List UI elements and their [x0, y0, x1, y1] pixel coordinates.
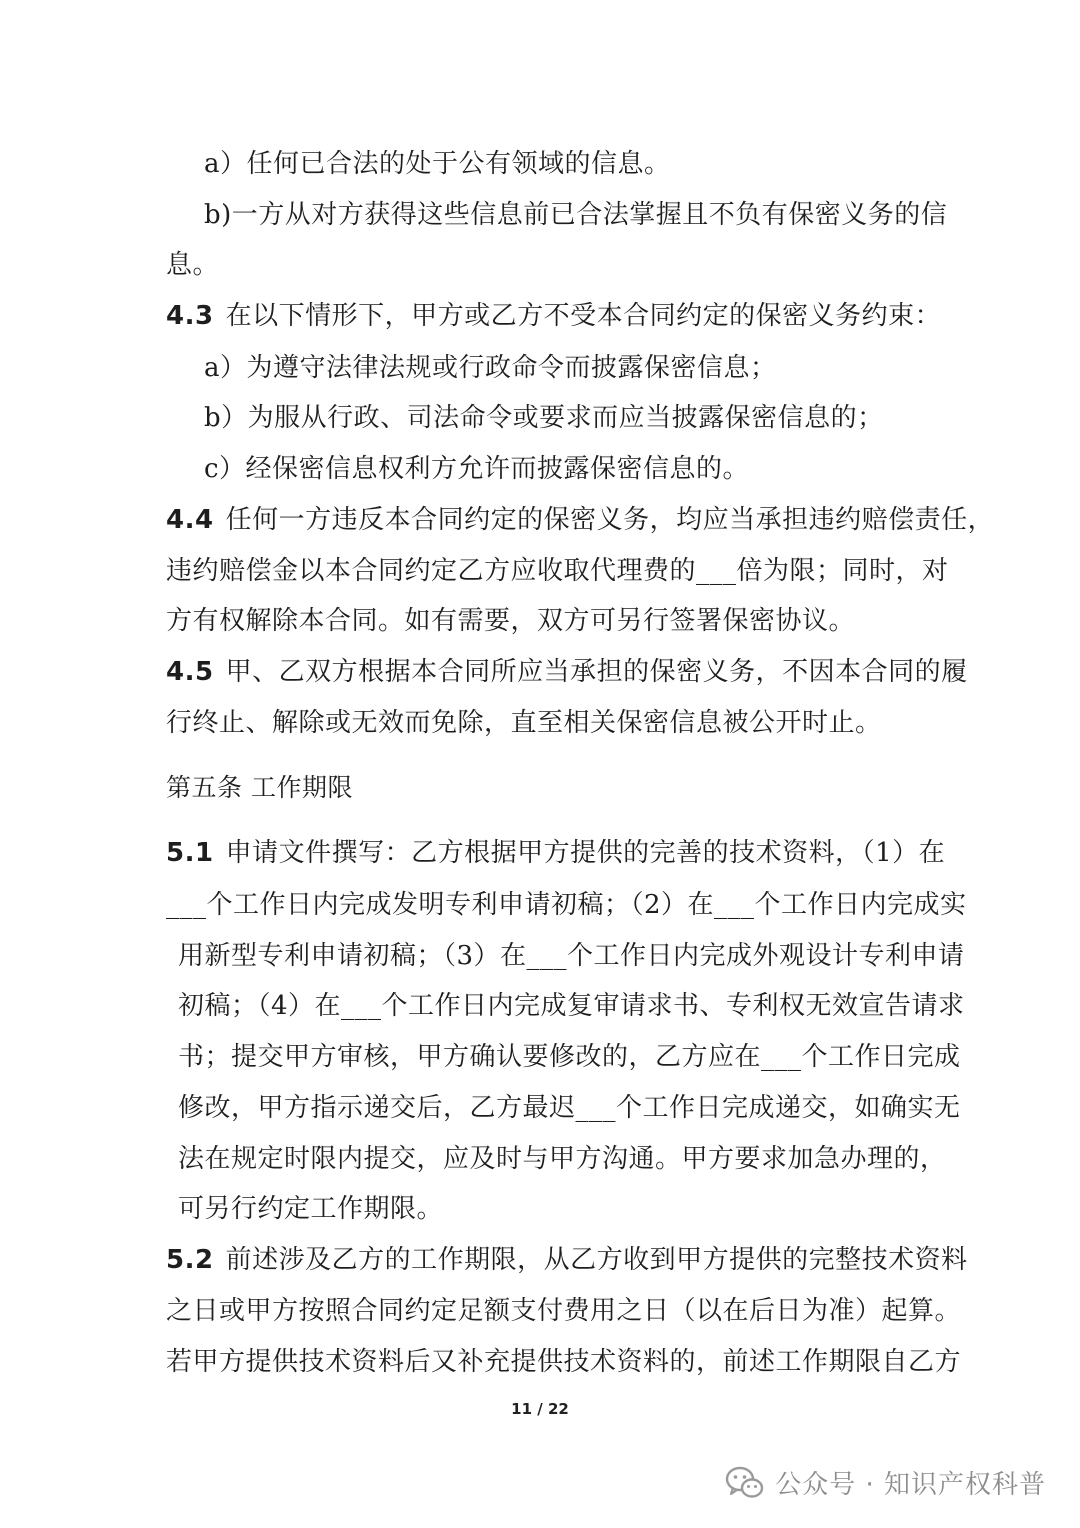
text-line: 违约赔偿金以本合同约定乙方应收取代理费的___倍为限；同时，对	[166, 556, 949, 586]
clause-4-4: 4.4 任何一方违反本合同约定的保密义务，均应当承担违约赔偿责任，	[166, 505, 995, 535]
page-number: 11 / 22	[511, 1400, 569, 1418]
text-line: 息。	[166, 250, 220, 280]
text-line: 之日或甲方按照合同约定足额支付费用之日（以在后日为准）起算。	[166, 1296, 962, 1326]
text-line: 方有权解除本合同。如有需要，双方可另行签署保密协议。	[166, 606, 856, 636]
text-line: 修改，甲方指示递交后，乙方最迟___个工作日完成递交，如确实无	[178, 1093, 961, 1123]
text-line: 行终止、解除或无效而免除，直至相关保密信息被公开时止。	[166, 708, 882, 738]
text-line: b）为服从行政、司法命令或要求而应当披露保密信息的；	[204, 403, 884, 433]
clause-number: 4.4	[166, 505, 214, 535]
watermark-text: 公众号 · 知识产权科普	[775, 1470, 1046, 1500]
clause-number: 5.1	[166, 838, 214, 868]
text-line: 初稿；（4）在___个工作日内完成复审请求书、专利权无效宣告请求	[178, 991, 965, 1021]
text-line: 用新型专利申请初稿；（3）在___个工作日内完成外观设计专利申请	[178, 941, 965, 971]
text-line: c）经保密信息权利方允许而披露保密信息的。	[204, 454, 750, 484]
text-line: b)一方从对方获得这些信息前已合法掌握且不负有保密义务的信	[204, 200, 948, 230]
text-line: 书；提交甲方审核，甲方确认要修改的，乙方应在___个工作日完成	[178, 1042, 961, 1072]
clause-number: 5.2	[166, 1245, 214, 1275]
text-line: 法在规定时限内提交，应及时与甲方沟通。甲方要求加急办理的，	[178, 1144, 947, 1174]
text-line: ___个工作日内完成发明专利申请初稿；（2）在___个工作日内完成实	[166, 890, 967, 920]
text-line: 若甲方提供技术资料后又补充提供技术资料的，前述工作期限自乙方	[166, 1347, 962, 1377]
clause-5-2: 5.2 前述涉及乙方的工作期限，从乙方收到甲方提供的完整技术资料	[166, 1245, 968, 1275]
clause-5-1: 5.1 申请文件撰写：乙方根据甲方提供的完善的技术资料，（1）在	[166, 838, 946, 868]
clause-4-3: 4.3 在以下情形下，甲方或乙方不受本合同约定的保密义务约束：	[166, 301, 942, 331]
text-line: a）为遵守法律法规或行政命令而披露保密信息；	[204, 353, 777, 383]
clause-number: 4.3	[166, 301, 214, 331]
section-heading: 第五条 工作期限	[166, 773, 353, 802]
clause-4-5: 4.5 甲、乙双方根据本合同所应当承担的保密义务，不因本合同的履	[166, 657, 968, 687]
text-line: 可另行约定工作期限。	[178, 1194, 444, 1224]
clause-number: 4.5	[166, 657, 214, 687]
watermark	[725, 1464, 1046, 1501]
wechat-icon	[725, 1465, 765, 1501]
text-line: a）任何已合法的处于公有领域的信息。	[204, 149, 671, 179]
